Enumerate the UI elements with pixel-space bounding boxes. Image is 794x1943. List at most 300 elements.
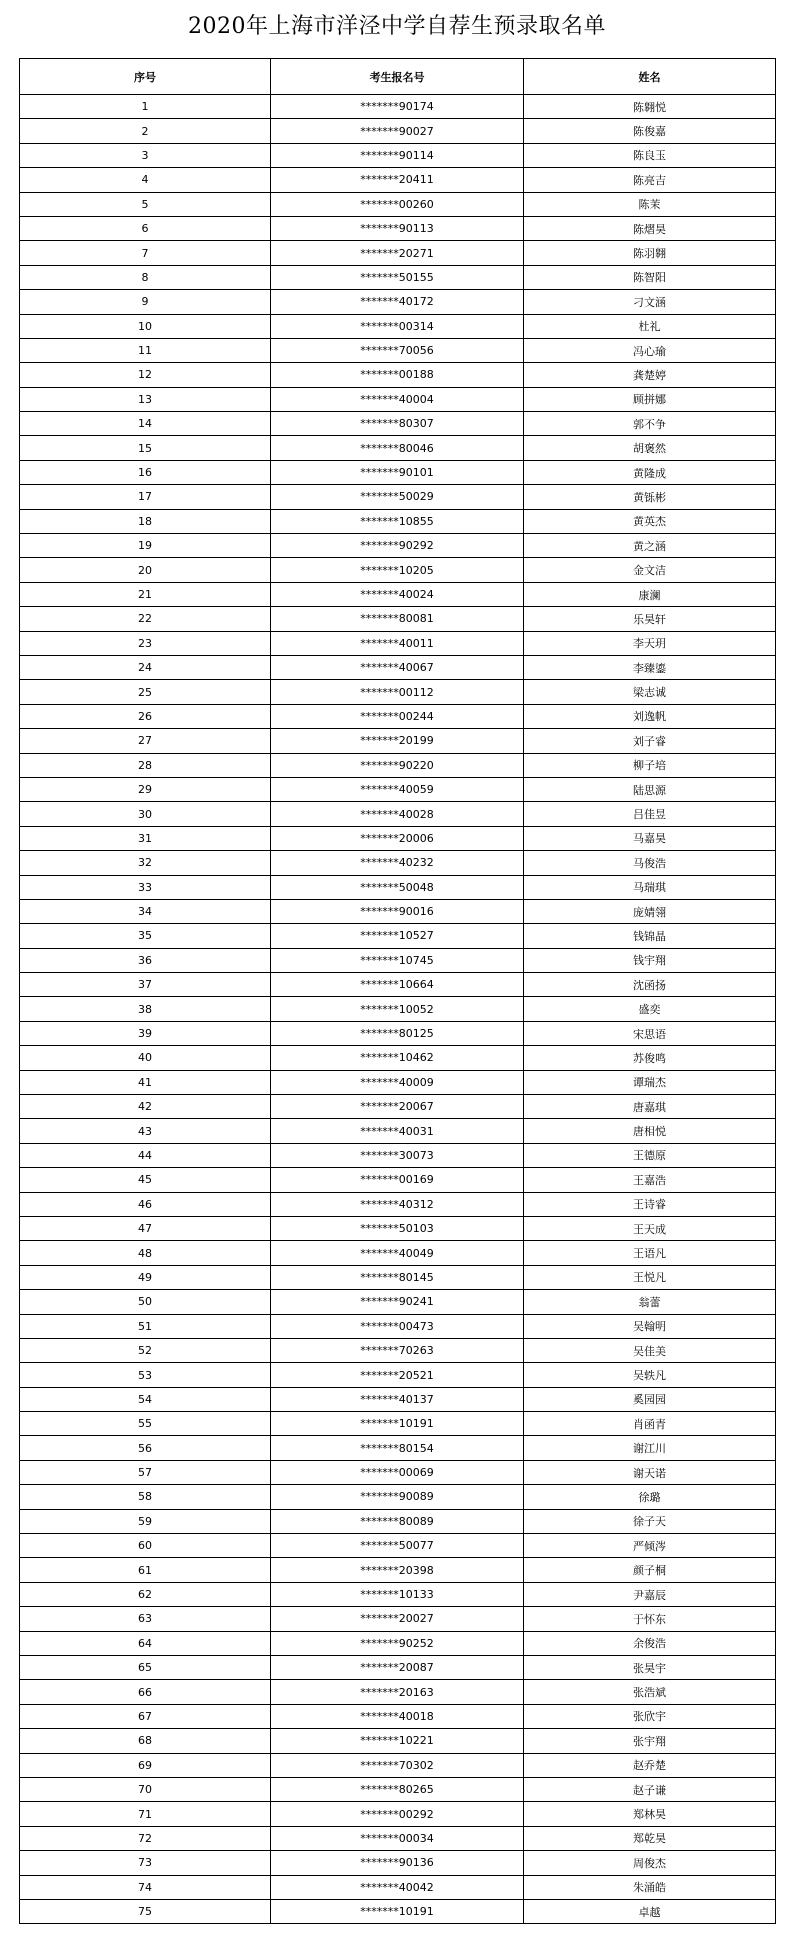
table-row xyxy=(20,1899,776,1923)
cell-serial-number: 29 xyxy=(20,777,271,801)
cell-serial-number: 1 xyxy=(20,95,271,119)
cell-registration-number: *******80154 xyxy=(271,1436,524,1460)
cell-registration-number: *******10855 xyxy=(271,509,524,533)
cell-name: 王诗睿 xyxy=(524,1192,776,1216)
cell-registration-number: *******40024 xyxy=(271,582,524,606)
cell-name: 陈羽翱 xyxy=(524,241,776,265)
cell-serial-number: 5 xyxy=(20,192,271,216)
cell-registration-number: *******10191 xyxy=(271,1412,524,1436)
cell-name: 刁文涵 xyxy=(524,290,776,314)
cell-serial-number: 35 xyxy=(20,924,271,948)
cell-serial-number: 65 xyxy=(20,1656,271,1680)
cell-name: 黄之涵 xyxy=(524,534,776,558)
cell-serial-number: 72 xyxy=(20,1826,271,1850)
cell-name: 谭瑞杰 xyxy=(524,1070,776,1094)
cell-serial-number: 14 xyxy=(20,412,271,436)
cell-registration-number: *******40004 xyxy=(271,387,524,411)
cell-name: 乐昊轩 xyxy=(524,607,776,631)
cell-registration-number: *******00314 xyxy=(271,314,524,338)
table-row xyxy=(20,1241,776,1265)
cell-name: 肖函青 xyxy=(524,1412,776,1436)
cell-name: 张欣宇 xyxy=(524,1704,776,1728)
cell-name: 胡褒然 xyxy=(524,436,776,460)
table-row xyxy=(20,1582,776,1606)
table-row xyxy=(20,338,776,362)
cell-name: 卓越 xyxy=(524,1899,776,1923)
cell-name: 严倾涔 xyxy=(524,1534,776,1558)
document-title: 2020年上海市洋泾中学自荐生预录取名单 xyxy=(188,14,606,39)
table-row xyxy=(20,1046,776,1070)
cell-registration-number: *******80046 xyxy=(271,436,524,460)
cell-name: 梁志诚 xyxy=(524,680,776,704)
table-row xyxy=(20,607,776,631)
cell-name: 刘逸帆 xyxy=(524,704,776,728)
cell-registration-number: *******90136 xyxy=(271,1851,524,1875)
cell-name: 黄铄彬 xyxy=(524,485,776,509)
cell-serial-number: 24 xyxy=(20,655,271,679)
table-row xyxy=(20,1680,776,1704)
table-row xyxy=(20,1631,776,1655)
cell-serial-number: 30 xyxy=(20,802,271,826)
cell-name: 马瑞琪 xyxy=(524,875,776,899)
cell-serial-number: 47 xyxy=(20,1216,271,1240)
cell-name: 马俊浩 xyxy=(524,851,776,875)
cell-registration-number: *******40011 xyxy=(271,631,524,655)
table-row xyxy=(20,1363,776,1387)
table-row xyxy=(20,509,776,533)
table-row xyxy=(20,1192,776,1216)
cell-serial-number: 17 xyxy=(20,485,271,509)
cell-name: 龚楚婷 xyxy=(524,363,776,387)
cell-serial-number: 23 xyxy=(20,631,271,655)
cell-registration-number: *******40049 xyxy=(271,1241,524,1265)
cell-registration-number: *******70302 xyxy=(271,1753,524,1777)
cell-name: 郑林昊 xyxy=(524,1802,776,1826)
cell-name: 王语凡 xyxy=(524,1241,776,1265)
cell-registration-number: *******80307 xyxy=(271,412,524,436)
header-registration-number: 考生报名号 xyxy=(271,59,524,95)
cell-name: 朱涌皓 xyxy=(524,1875,776,1899)
table-row xyxy=(20,143,776,167)
table-row xyxy=(20,802,776,826)
cell-registration-number: *******00292 xyxy=(271,1802,524,1826)
table-row xyxy=(20,1436,776,1460)
cell-registration-number: *******10052 xyxy=(271,997,524,1021)
cell-registration-number: *******10221 xyxy=(271,1729,524,1753)
cell-serial-number: 53 xyxy=(20,1363,271,1387)
cell-registration-number: *******20067 xyxy=(271,1095,524,1119)
table-row xyxy=(20,168,776,192)
table-row xyxy=(20,216,776,240)
cell-registration-number: *******20411 xyxy=(271,168,524,192)
cell-name: 陈智阳 xyxy=(524,265,776,289)
cell-serial-number: 63 xyxy=(20,1607,271,1631)
cell-registration-number: *******40067 xyxy=(271,655,524,679)
cell-name: 马嘉昊 xyxy=(524,826,776,850)
table-row xyxy=(20,875,776,899)
cell-name: 钱锦晶 xyxy=(524,924,776,948)
cell-registration-number: *******80089 xyxy=(271,1509,524,1533)
table-row xyxy=(20,363,776,387)
cell-serial-number: 11 xyxy=(20,338,271,362)
table-row xyxy=(20,1143,776,1167)
table-row xyxy=(20,1460,776,1484)
cell-name: 金文洁 xyxy=(524,558,776,582)
cell-serial-number: 41 xyxy=(20,1070,271,1094)
cell-name: 李臻鎏 xyxy=(524,655,776,679)
cell-name: 钱宇翔 xyxy=(524,948,776,972)
cell-serial-number: 16 xyxy=(20,460,271,484)
cell-name: 王悦凡 xyxy=(524,1265,776,1289)
cell-serial-number: 25 xyxy=(20,680,271,704)
cell-serial-number: 57 xyxy=(20,1460,271,1484)
cell-registration-number: *******90016 xyxy=(271,899,524,923)
cell-name: 杜礼 xyxy=(524,314,776,338)
table-row xyxy=(20,655,776,679)
table-row xyxy=(20,948,776,972)
cell-serial-number: 34 xyxy=(20,899,271,923)
cell-serial-number: 43 xyxy=(20,1119,271,1143)
admission-list-table xyxy=(19,58,776,1924)
cell-serial-number: 32 xyxy=(20,851,271,875)
cell-serial-number: 33 xyxy=(20,875,271,899)
table-row xyxy=(20,1802,776,1826)
table-row xyxy=(20,95,776,119)
table-row xyxy=(20,899,776,923)
cell-serial-number: 20 xyxy=(20,558,271,582)
cell-registration-number: *******10664 xyxy=(271,973,524,997)
cell-serial-number: 75 xyxy=(20,1899,271,1923)
table-row xyxy=(20,997,776,1021)
cell-serial-number: 8 xyxy=(20,265,271,289)
cell-name: 余俊浩 xyxy=(524,1631,776,1655)
table-row xyxy=(20,1119,776,1143)
cell-registration-number: *******00260 xyxy=(271,192,524,216)
cell-registration-number: *******00034 xyxy=(271,1826,524,1850)
header-serial-number: 序号 xyxy=(20,59,271,95)
table-row xyxy=(20,1558,776,1582)
cell-name: 陈翱悦 xyxy=(524,95,776,119)
cell-registration-number: *******80145 xyxy=(271,1265,524,1289)
cell-registration-number: *******40059 xyxy=(271,777,524,801)
table-row xyxy=(20,1168,776,1192)
cell-registration-number: *******50048 xyxy=(271,875,524,899)
cell-serial-number: 42 xyxy=(20,1095,271,1119)
cell-registration-number: *******10462 xyxy=(271,1046,524,1070)
cell-registration-number: *******20271 xyxy=(271,241,524,265)
table-row xyxy=(20,119,776,143)
cell-name: 唐嘉琪 xyxy=(524,1095,776,1119)
cell-name: 冯心瑜 xyxy=(524,338,776,362)
cell-serial-number: 12 xyxy=(20,363,271,387)
cell-serial-number: 73 xyxy=(20,1851,271,1875)
cell-serial-number: 64 xyxy=(20,1631,271,1655)
cell-registration-number: *******40232 xyxy=(271,851,524,875)
table-row xyxy=(20,753,776,777)
cell-registration-number: *******80265 xyxy=(271,1777,524,1801)
cell-registration-number: *******90241 xyxy=(271,1290,524,1314)
cell-name: 陈茉 xyxy=(524,192,776,216)
cell-serial-number: 59 xyxy=(20,1509,271,1533)
cell-registration-number: *******80125 xyxy=(271,1021,524,1045)
cell-name: 陈良玉 xyxy=(524,143,776,167)
cell-registration-number: *******70263 xyxy=(271,1338,524,1362)
table-row xyxy=(20,192,776,216)
table-row xyxy=(20,631,776,655)
table-header-row xyxy=(20,59,776,95)
cell-serial-number: 67 xyxy=(20,1704,271,1728)
cell-serial-number: 51 xyxy=(20,1314,271,1338)
cell-name: 陈俊嘉 xyxy=(524,119,776,143)
table-row xyxy=(20,1851,776,1875)
cell-name: 张宇翔 xyxy=(524,1729,776,1753)
cell-registration-number: *******20199 xyxy=(271,729,524,753)
table-row xyxy=(20,534,776,558)
cell-name: 张浩斌 xyxy=(524,1680,776,1704)
cell-serial-number: 21 xyxy=(20,582,271,606)
cell-registration-number: *******10745 xyxy=(271,948,524,972)
cell-name: 庞婧翎 xyxy=(524,899,776,923)
cell-registration-number: *******40031 xyxy=(271,1119,524,1143)
cell-registration-number: *******40312 xyxy=(271,1192,524,1216)
cell-registration-number: *******90174 xyxy=(271,95,524,119)
cell-name: 王嘉浩 xyxy=(524,1168,776,1192)
cell-registration-number: *******40009 xyxy=(271,1070,524,1094)
cell-serial-number: 7 xyxy=(20,241,271,265)
cell-registration-number: *******40018 xyxy=(271,1704,524,1728)
table-row xyxy=(20,1607,776,1631)
cell-registration-number: *******40042 xyxy=(271,1875,524,1899)
cell-name: 赵乔楚 xyxy=(524,1753,776,1777)
cell-serial-number: 27 xyxy=(20,729,271,753)
cell-name: 谢江川 xyxy=(524,1436,776,1460)
cell-serial-number: 38 xyxy=(20,997,271,1021)
cell-serial-number: 10 xyxy=(20,314,271,338)
table-row xyxy=(20,826,776,850)
cell-registration-number: *******90101 xyxy=(271,460,524,484)
cell-name: 柳子培 xyxy=(524,753,776,777)
cell-registration-number: *******50029 xyxy=(271,485,524,509)
table-row xyxy=(20,1412,776,1436)
cell-name: 宋思语 xyxy=(524,1021,776,1045)
cell-serial-number: 50 xyxy=(20,1290,271,1314)
table-row xyxy=(20,1338,776,1362)
cell-name: 康澜 xyxy=(524,582,776,606)
cell-serial-number: 62 xyxy=(20,1582,271,1606)
cell-name: 奚园园 xyxy=(524,1387,776,1411)
cell-name: 刘子睿 xyxy=(524,729,776,753)
table-row xyxy=(20,851,776,875)
table-row xyxy=(20,436,776,460)
cell-serial-number: 3 xyxy=(20,143,271,167)
cell-serial-number: 18 xyxy=(20,509,271,533)
cell-registration-number: *******20087 xyxy=(271,1656,524,1680)
cell-serial-number: 26 xyxy=(20,704,271,728)
cell-serial-number: 22 xyxy=(20,607,271,631)
cell-serial-number: 28 xyxy=(20,753,271,777)
cell-serial-number: 45 xyxy=(20,1168,271,1192)
cell-serial-number: 13 xyxy=(20,387,271,411)
cell-registration-number: *******90027 xyxy=(271,119,524,143)
cell-registration-number: *******50077 xyxy=(271,1534,524,1558)
cell-serial-number: 70 xyxy=(20,1777,271,1801)
cell-registration-number: *******90220 xyxy=(271,753,524,777)
table-row xyxy=(20,582,776,606)
cell-serial-number: 55 xyxy=(20,1412,271,1436)
table-row xyxy=(20,1753,776,1777)
cell-name: 盛奕 xyxy=(524,997,776,1021)
cell-name: 李天玥 xyxy=(524,631,776,655)
table-row xyxy=(20,924,776,948)
table-row xyxy=(20,1826,776,1850)
cell-name: 颜子桐 xyxy=(524,1558,776,1582)
cell-serial-number: 52 xyxy=(20,1338,271,1362)
cell-serial-number: 58 xyxy=(20,1485,271,1509)
cell-serial-number: 37 xyxy=(20,973,271,997)
cell-serial-number: 68 xyxy=(20,1729,271,1753)
cell-name: 张昊宇 xyxy=(524,1656,776,1680)
table-row xyxy=(20,1704,776,1728)
table-row xyxy=(20,460,776,484)
cell-serial-number: 46 xyxy=(20,1192,271,1216)
table-row xyxy=(20,1509,776,1533)
table-row xyxy=(20,412,776,436)
cell-name: 吴轶凡 xyxy=(524,1363,776,1387)
header-name: 姓名 xyxy=(524,59,776,95)
cell-serial-number: 40 xyxy=(20,1046,271,1070)
cell-registration-number: *******90252 xyxy=(271,1631,524,1655)
table-row xyxy=(20,241,776,265)
table-row xyxy=(20,1265,776,1289)
cell-name: 尹嘉辰 xyxy=(524,1582,776,1606)
cell-registration-number: *******90089 xyxy=(271,1485,524,1509)
table-row xyxy=(20,265,776,289)
table-row xyxy=(20,1534,776,1558)
table-row xyxy=(20,1875,776,1899)
cell-name: 陈熠昊 xyxy=(524,216,776,240)
cell-serial-number: 49 xyxy=(20,1265,271,1289)
cell-name: 顾拼娜 xyxy=(524,387,776,411)
table-row xyxy=(20,558,776,582)
table-row xyxy=(20,777,776,801)
cell-registration-number: *******10205 xyxy=(271,558,524,582)
table-row xyxy=(20,485,776,509)
cell-registration-number: *******20163 xyxy=(271,1680,524,1704)
cell-serial-number: 56 xyxy=(20,1436,271,1460)
cell-registration-number: *******90113 xyxy=(271,216,524,240)
cell-serial-number: 44 xyxy=(20,1143,271,1167)
cell-serial-number: 39 xyxy=(20,1021,271,1045)
cell-registration-number: *******40028 xyxy=(271,802,524,826)
cell-serial-number: 2 xyxy=(20,119,271,143)
cell-registration-number: *******00112 xyxy=(271,680,524,704)
cell-registration-number: *******00244 xyxy=(271,704,524,728)
cell-name: 徐璐 xyxy=(524,1485,776,1509)
table-body xyxy=(20,95,776,1924)
cell-name: 黄英杰 xyxy=(524,509,776,533)
table-row xyxy=(20,973,776,997)
cell-name: 周俊杰 xyxy=(524,1851,776,1875)
cell-name: 王德原 xyxy=(524,1143,776,1167)
cell-registration-number: *******70056 xyxy=(271,338,524,362)
cell-registration-number: *******00473 xyxy=(271,1314,524,1338)
cell-name: 吴翰明 xyxy=(524,1314,776,1338)
cell-registration-number: *******10527 xyxy=(271,924,524,948)
table-row xyxy=(20,1290,776,1314)
cell-registration-number: *******20027 xyxy=(271,1607,524,1631)
table-row xyxy=(20,729,776,753)
table-row xyxy=(20,1777,776,1801)
cell-name: 吕佳昱 xyxy=(524,802,776,826)
table-row xyxy=(20,1095,776,1119)
cell-name: 谢天诺 xyxy=(524,1460,776,1484)
cell-serial-number: 74 xyxy=(20,1875,271,1899)
cell-serial-number: 60 xyxy=(20,1534,271,1558)
cell-name: 郑乾昊 xyxy=(524,1826,776,1850)
table-row xyxy=(20,680,776,704)
cell-name: 黄隆成 xyxy=(524,460,776,484)
cell-serial-number: 61 xyxy=(20,1558,271,1582)
cell-name: 唐相悦 xyxy=(524,1119,776,1143)
table-row xyxy=(20,1729,776,1753)
cell-serial-number: 54 xyxy=(20,1387,271,1411)
cell-name: 王天成 xyxy=(524,1216,776,1240)
cell-serial-number: 31 xyxy=(20,826,271,850)
cell-serial-number: 9 xyxy=(20,290,271,314)
table-row xyxy=(20,1314,776,1338)
table-row xyxy=(20,387,776,411)
cell-registration-number: *******40137 xyxy=(271,1387,524,1411)
cell-serial-number: 48 xyxy=(20,1241,271,1265)
table-row xyxy=(20,1387,776,1411)
cell-name: 郭不争 xyxy=(524,412,776,436)
cell-registration-number: *******10191 xyxy=(271,1899,524,1923)
cell-name: 赵子谦 xyxy=(524,1777,776,1801)
table-row xyxy=(20,1070,776,1094)
table-row xyxy=(20,1021,776,1045)
cell-registration-number: *******00169 xyxy=(271,1168,524,1192)
table-row xyxy=(20,1656,776,1680)
table-row xyxy=(20,704,776,728)
cell-name: 苏俊鸣 xyxy=(524,1046,776,1070)
cell-serial-number: 19 xyxy=(20,534,271,558)
cell-serial-number: 71 xyxy=(20,1802,271,1826)
cell-name: 翁蕾 xyxy=(524,1290,776,1314)
cell-serial-number: 69 xyxy=(20,1753,271,1777)
cell-registration-number: *******00188 xyxy=(271,363,524,387)
cell-registration-number: *******90114 xyxy=(271,143,524,167)
table-row xyxy=(20,1485,776,1509)
cell-registration-number: *******30073 xyxy=(271,1143,524,1167)
cell-registration-number: *******50155 xyxy=(271,265,524,289)
cell-name: 沈函扬 xyxy=(524,973,776,997)
cell-name: 吴佳美 xyxy=(524,1338,776,1362)
table-row xyxy=(20,1216,776,1240)
cell-registration-number: *******00069 xyxy=(271,1460,524,1484)
cell-serial-number: 15 xyxy=(20,436,271,460)
cell-registration-number: *******50103 xyxy=(271,1216,524,1240)
cell-name: 陈亮吉 xyxy=(524,168,776,192)
cell-serial-number: 6 xyxy=(20,216,271,240)
table-row xyxy=(20,314,776,338)
cell-name: 陆思源 xyxy=(524,777,776,801)
cell-serial-number: 66 xyxy=(20,1680,271,1704)
cell-registration-number: *******20398 xyxy=(271,1558,524,1582)
cell-serial-number: 36 xyxy=(20,948,271,972)
cell-registration-number: *******20521 xyxy=(271,1363,524,1387)
cell-registration-number: *******80081 xyxy=(271,607,524,631)
cell-registration-number: *******10133 xyxy=(271,1582,524,1606)
